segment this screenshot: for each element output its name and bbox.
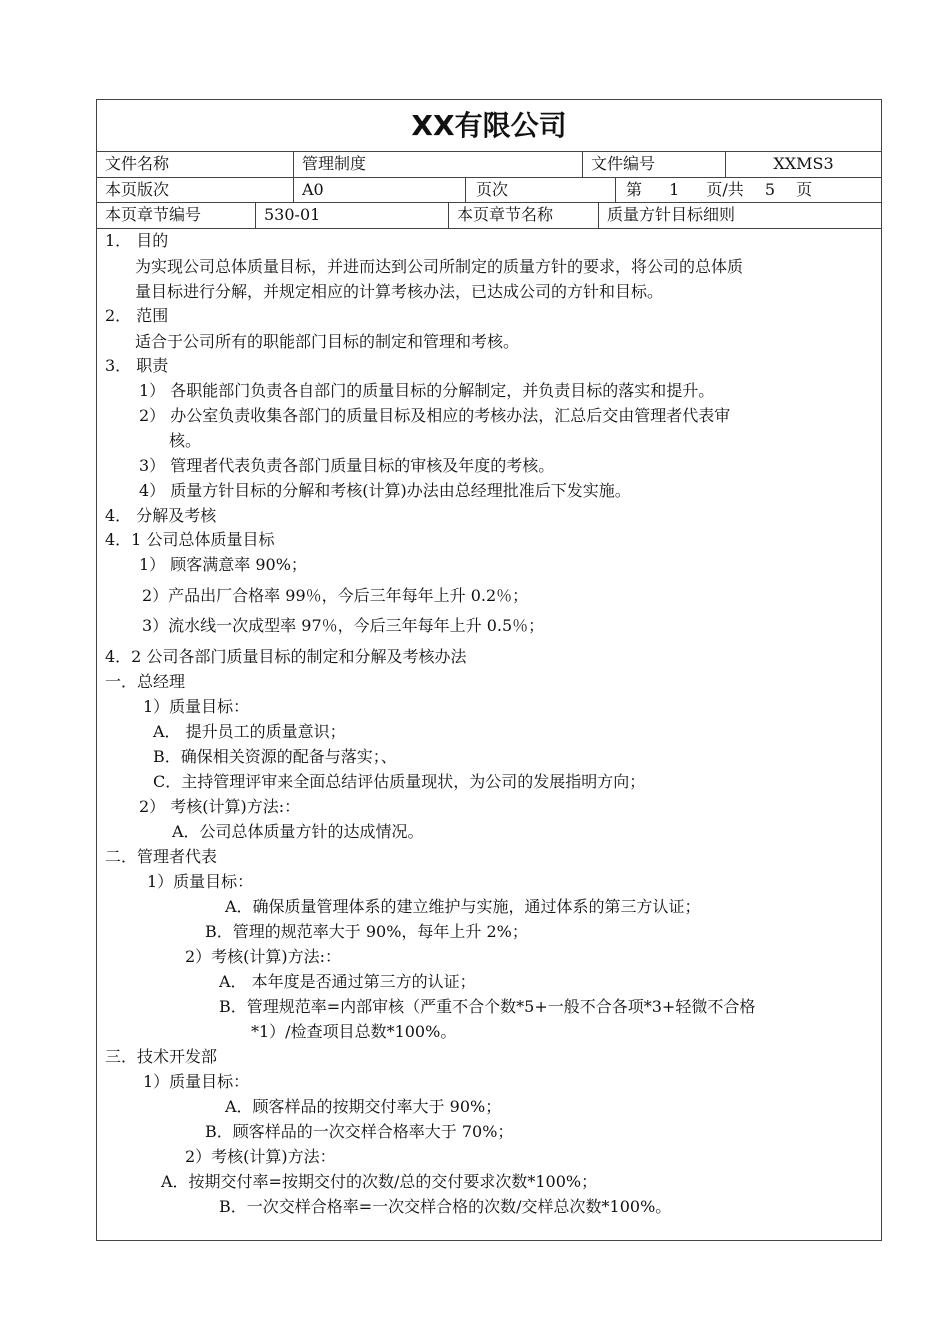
- body-line: C．主持管理评审来全面总结评估质量现状，为公司的发展指明方向；: [153, 772, 646, 791]
- body-line: 适合于公司所有的职能部门目标的制定和管理和考核。: [135, 332, 520, 351]
- body-line: B．管理的规范率大于 90%，每年上升 2%；: [205, 922, 528, 941]
- body-line: 一．总经理: [105, 672, 186, 691]
- body-line: 3）流水线一次成型率 97％，今后三年每年上升 0.5％；: [142, 616, 545, 635]
- file-no-label: 文件编号: [582, 151, 725, 177]
- body-line: *1）/检查项目总数*100%。: [251, 1022, 457, 1041]
- body-line: 2． 范围: [105, 306, 169, 325]
- body-line: 4．1 公司总体质量目标: [105, 530, 275, 549]
- page-suffix: 页: [796, 180, 813, 199]
- page-label: 页次: [465, 177, 615, 202]
- body-line: A．顾客样品的按期交付率大于 90%；: [225, 1097, 502, 1116]
- body-line: A． 本年度是否通过第三方的认证；: [219, 972, 476, 991]
- page-total: 5: [764, 180, 776, 199]
- document-frame: [96, 99, 882, 1241]
- body-line: 1）质量目标：: [147, 872, 254, 891]
- body-line: B．顾客样品的一次交样合格率大于 70%；: [205, 1122, 514, 1141]
- body-line: 2） 考核(计算)方法:：: [139, 797, 301, 816]
- body-line: 核。: [169, 431, 202, 450]
- company-title: XX有限公司: [97, 100, 881, 152]
- header-row-3: [97, 202, 881, 229]
- section-name-label: 本页章节名称: [448, 202, 598, 228]
- body-line: 1） 顾客满意率 90%；: [139, 555, 307, 574]
- body-line: B．管理规范率=内部审核（严重不合个数*5+一般不合各项*3+轻微不合格: [219, 997, 756, 1016]
- section-no-label: 本页章节编号: [105, 205, 202, 224]
- body-line: 2）考核(计算)方法：: [185, 1147, 336, 1166]
- file-name-label: 文件名称: [105, 154, 170, 173]
- body-line: 三．技术开发部: [105, 1047, 218, 1066]
- page-number: 1: [669, 180, 680, 199]
- body-line: 1）质量目标：: [143, 697, 250, 716]
- section-no-value: 530-01: [255, 202, 448, 228]
- body-line: 4． 分解及考核: [105, 506, 217, 525]
- page-info: [615, 177, 881, 202]
- body-line: 2）产品出厂合格率 99％，今后三年每年上升 0.2％；: [142, 586, 529, 605]
- body-line: 3） 管理者代表负责各部门质量目标的审核及年度的考核。: [139, 456, 555, 475]
- body-line: 二．管理者代表: [105, 847, 218, 866]
- body-line: 1） 各职能部门负责各自部门的质量目标的分解制定，并负责目标的落实和提升。: [139, 381, 715, 400]
- body-line: B．一次交样合格率=一次交样合格的次数/交样总次数*100%。: [219, 1197, 672, 1216]
- body-line: 4） 质量方针目标的分解和考核(计算)办法由总经理批准后下发实施。: [139, 481, 631, 500]
- body-line: A．公司总体质量方针的达成情况。: [172, 822, 424, 841]
- version-value: A0: [293, 177, 465, 202]
- body-line: 1． 目的: [105, 231, 169, 250]
- page-mid: 页/共: [706, 180, 744, 199]
- body-line: A． 提升员工的质量意识；: [153, 722, 346, 741]
- version-label: 本页版次: [105, 180, 170, 199]
- body-line: 2） 办公室负责收集各部门的质量目标及相应的考核办法，汇总后交由管理者代表审: [139, 406, 731, 425]
- header-row-2: [97, 177, 881, 203]
- page-prefix: 第: [626, 180, 643, 199]
- body-line: A．确保质量管理体系的建立维护与实施，通过体系的第三方认证；: [225, 897, 701, 916]
- body-line: A．按期交付率=按期交付的次数/总的交付要求次数*100%；: [161, 1172, 598, 1191]
- body-line: 3． 职责: [105, 356, 169, 375]
- section-name-value: 质量方针目标细则: [598, 202, 881, 228]
- body-line: 量目标进行分解，并规定相应的计算考核办法，已达成公司的方针和目标。: [135, 282, 664, 301]
- body-line: 1）质量目标：: [143, 1072, 250, 1091]
- file-name-value: 管理制度: [293, 151, 582, 177]
- body-line: B．确保相关资源的配备与落实；、: [153, 747, 397, 766]
- body-line: 4．2 公司各部门质量目标的制定和分解及考核办法: [105, 647, 467, 666]
- file-no-value: XXMS3: [725, 151, 881, 177]
- header-row-1: [97, 151, 881, 178]
- body-line: 2）考核(计算)方法:：: [185, 947, 342, 966]
- body-line: 为实现公司总体质量目标，并进而达到公司所制定的质量方针的要求，将公司的总体质: [135, 257, 744, 276]
